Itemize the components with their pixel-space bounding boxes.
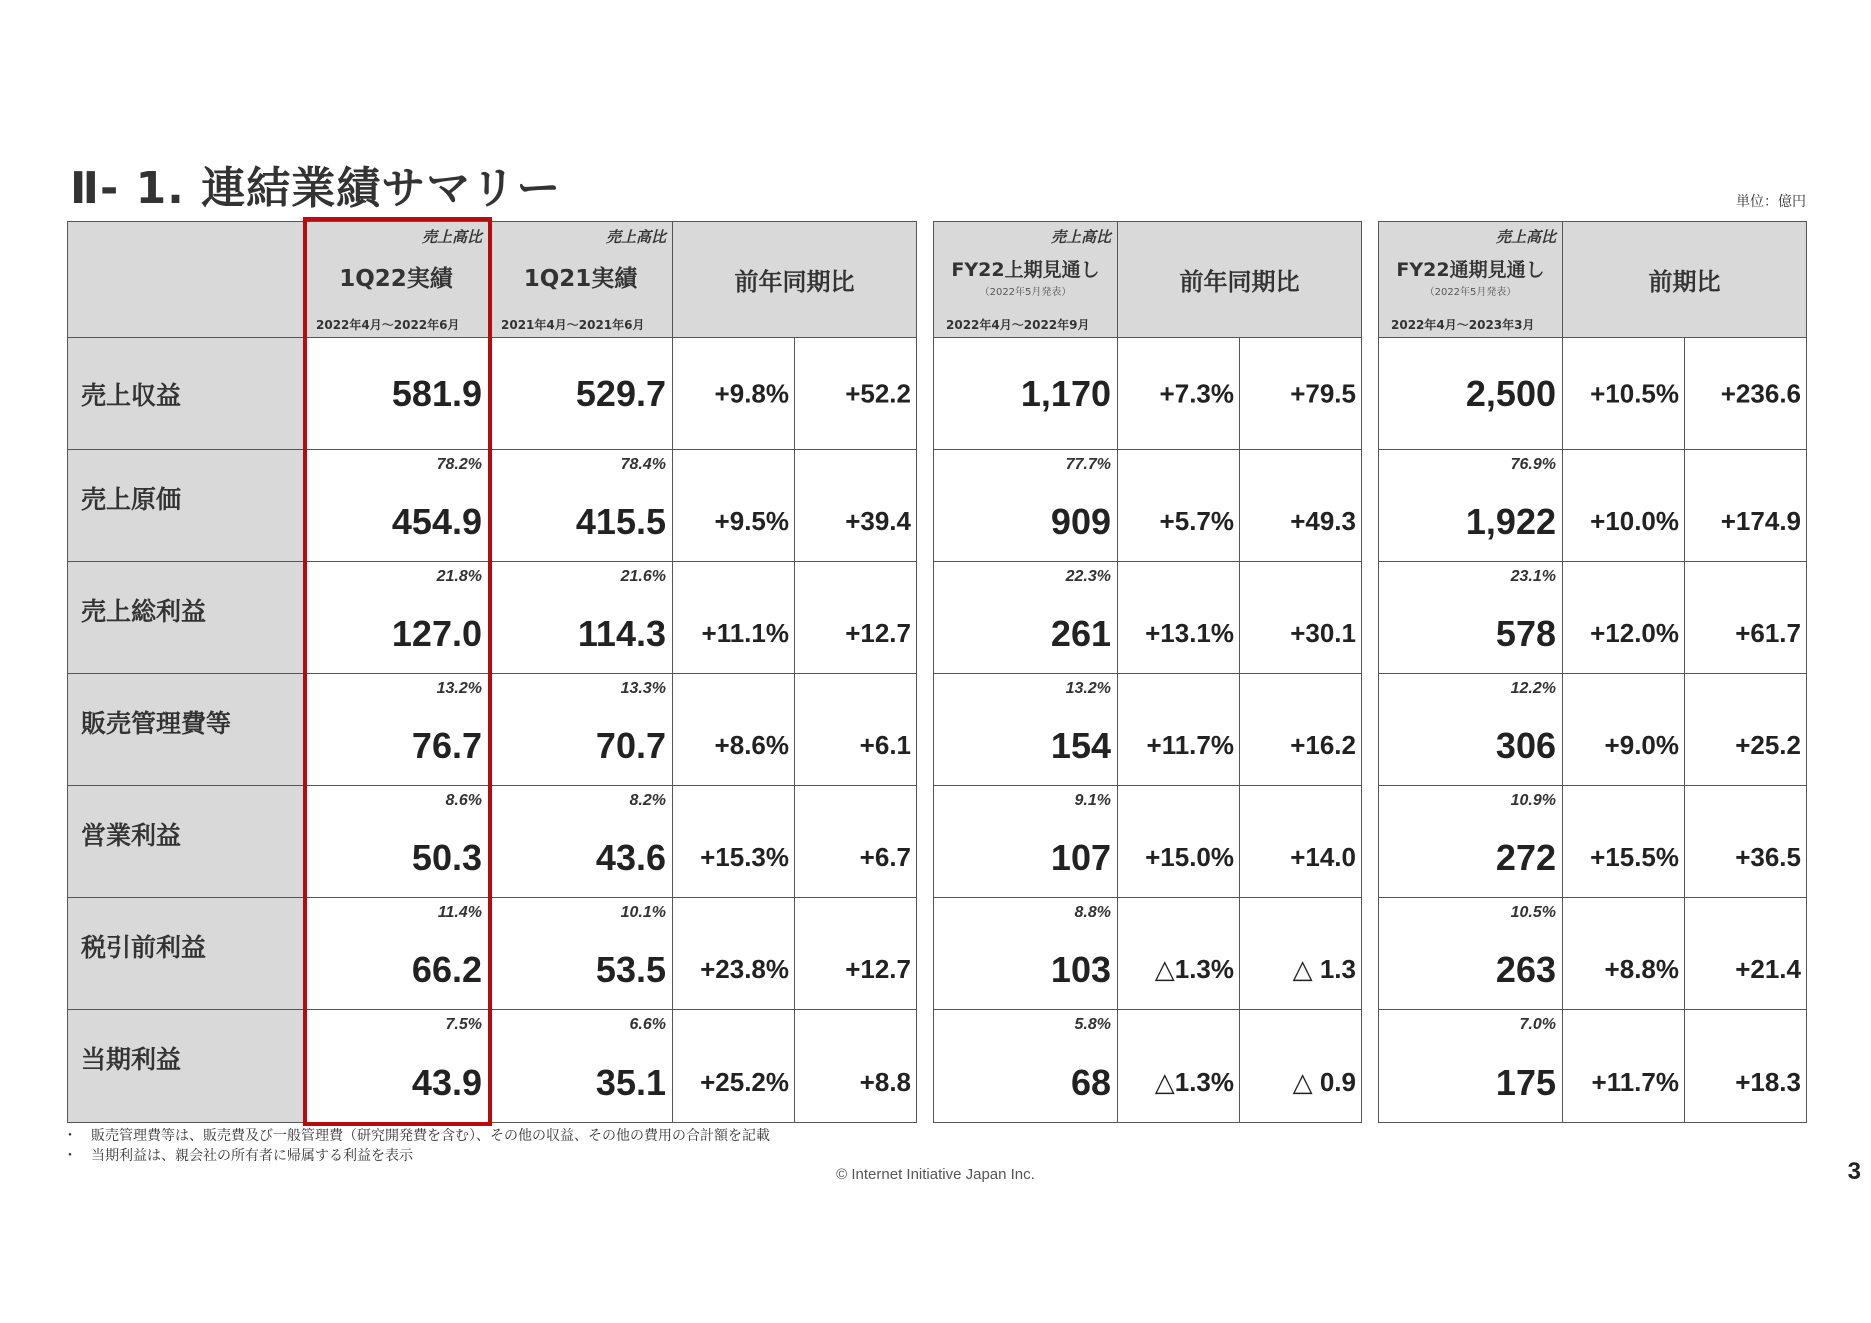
column-gap <box>1362 1010 1378 1123</box>
change-value: +61.7 <box>1735 618 1801 648</box>
change-value: +7.3% <box>1159 378 1234 408</box>
cell-fy22-full <box>1378 562 1563 674</box>
cell-1q21 <box>489 562 673 674</box>
cell-1q22 <box>304 1010 489 1123</box>
amount-value: 43.9 <box>411 1062 482 1103</box>
change-value: +39.4 <box>845 506 911 536</box>
footnote-text: 当期利益は、親会社の所有者に帰属する利益を表示 <box>91 1148 413 1164</box>
ratio-value: 6.6% <box>629 1016 666 1033</box>
header-title: 1Q22実績 <box>339 266 453 292</box>
footnote-bullet: ・ <box>63 1148 77 1164</box>
amount-value: 35.1 <box>595 1062 666 1103</box>
cell-1q21 <box>489 786 673 898</box>
header-note: （2022年5月発表） <box>1424 287 1517 298</box>
cell-fy22-h1 <box>933 450 1118 562</box>
ratio-value: 8.6% <box>445 792 482 809</box>
header-period: 2022年4月～2022年9月 <box>946 318 1090 332</box>
header-1q21 <box>489 221 673 338</box>
amount-value: 261 <box>1050 613 1111 654</box>
change-value: +14.0 <box>1290 842 1356 872</box>
amount-value: 50.3 <box>411 837 482 878</box>
amount-value: 127.0 <box>391 613 482 654</box>
amount-value: 1,170 <box>1020 372 1111 414</box>
amount-value: 306 <box>1495 725 1556 766</box>
ratio-value: 5.8% <box>1074 1016 1111 1033</box>
change-value: +30.1 <box>1290 618 1356 648</box>
change-value: +11.7% <box>1146 730 1234 760</box>
cell-h1-yoy-pct <box>1118 786 1240 898</box>
cell-1q22 <box>304 562 489 674</box>
ratio-value: 11.4% <box>437 904 482 921</box>
column-gap <box>1362 450 1378 562</box>
column-gap <box>917 450 933 562</box>
change-value: +11.1% <box>701 618 789 648</box>
cell-q1-yoy-pct <box>673 450 795 562</box>
cell-h1-yoy-pct <box>1118 1010 1240 1123</box>
amount-value: 66.2 <box>411 949 482 990</box>
header-q1-yoy: 前年同期比 <box>673 221 917 338</box>
cell-fy-yoy-pct <box>1563 1010 1685 1123</box>
cell-fy22-full <box>1378 786 1563 898</box>
cell-fy-yoy-diff <box>1685 1010 1807 1123</box>
header-fy-yoy: 前期比 <box>1563 221 1807 338</box>
row-label <box>67 674 304 786</box>
row-label-text: 売上総利益 <box>81 596 207 626</box>
cell-h1-yoy-pct <box>1118 674 1240 786</box>
cell-fy-yoy-diff <box>1685 450 1807 562</box>
cell-q1-yoy-diff <box>795 338 917 450</box>
cell-q1-yoy-diff <box>795 562 917 674</box>
row-label-text: 売上収益 <box>81 380 182 410</box>
cell-q1-yoy-diff <box>795 674 917 786</box>
amount-value: 272 <box>1495 837 1556 878</box>
cell-fy-yoy-diff <box>1685 562 1807 674</box>
row-label-text: 営業利益 <box>81 820 182 850</box>
cell-h1-yoy-pct <box>1118 450 1240 562</box>
amount-value: 53.5 <box>595 949 666 990</box>
change-value: +9.8% <box>714 378 789 408</box>
cell-q1-yoy-diff <box>795 1010 917 1123</box>
change-value: +15.0% <box>1145 842 1234 872</box>
change-value: +10.5% <box>1590 378 1679 408</box>
column-gap <box>917 221 933 338</box>
amount-value: 415.5 <box>575 501 666 542</box>
row-label-text: 当期利益 <box>81 1045 182 1074</box>
ratio-value: 7.0% <box>1519 1016 1556 1033</box>
cell-fy-yoy-diff <box>1685 674 1807 786</box>
change-value: +25.2% <box>700 1067 789 1097</box>
cell-h1-yoy-diff <box>1240 338 1362 450</box>
change-value: △ 0.9 <box>1292 1067 1356 1097</box>
cell-fy-yoy-pct <box>1563 338 1685 450</box>
cell-1q21 <box>489 1010 673 1123</box>
header-ratio-label: 売上高比 <box>421 228 482 246</box>
footnote <box>63 1146 770 1166</box>
column-gap <box>1362 786 1378 898</box>
change-value: +23.8% <box>700 954 789 984</box>
cell-fy-yoy-diff <box>1685 338 1807 450</box>
cell-q1-yoy-pct <box>673 898 795 1010</box>
header-title: 1Q21実績 <box>523 266 638 292</box>
cell-fy22-h1 <box>933 898 1118 1010</box>
header-title: FY22通期見通し <box>1396 259 1545 281</box>
change-value: +6.1 <box>859 730 911 760</box>
header-period: 2021年4月～2021年6月 <box>501 318 645 332</box>
ratio-value: 21.6% <box>620 568 666 585</box>
amount-value: 909 <box>1050 501 1111 542</box>
header-ratio-label: 売上高比 <box>1495 228 1556 246</box>
cell-fy-yoy-diff <box>1685 786 1807 898</box>
cell-h1-yoy-diff <box>1240 898 1362 1010</box>
cell-fy22-h1 <box>933 786 1118 898</box>
change-value: +12.0% <box>1590 618 1679 648</box>
column-gap <box>1362 898 1378 1010</box>
amount-value: 103 <box>1050 949 1111 990</box>
cell-1q21 <box>489 674 673 786</box>
cell-1q22 <box>304 786 489 898</box>
cell-fy22-full <box>1378 450 1563 562</box>
amount-value: 529.7 <box>575 372 666 414</box>
change-value: +9.0% <box>1604 730 1679 760</box>
column-gap <box>917 1010 933 1123</box>
change-value: +8.6% <box>714 730 789 760</box>
row-label-text: 販売管理費等 <box>81 708 232 738</box>
cell-fy22-full <box>1378 338 1563 450</box>
cell-1q21 <box>489 338 673 450</box>
header-period: 2022年4月～2022年6月 <box>316 318 460 332</box>
change-value: +13.1% <box>1145 618 1234 648</box>
amount-value: 578 <box>1495 613 1556 654</box>
ratio-value: 77.7% <box>1065 456 1111 473</box>
change-value: +18.3 <box>1735 1067 1801 1097</box>
change-value: +36.5 <box>1735 842 1801 872</box>
page-number: 3 <box>1847 1158 1861 1185</box>
amount-value: 43.6 <box>595 837 666 878</box>
row-label <box>67 898 304 1010</box>
column-gap <box>1362 562 1378 674</box>
column-gap <box>1362 338 1378 450</box>
cell-h1-yoy-diff <box>1240 562 1362 674</box>
cell-h1-yoy-diff <box>1240 786 1362 898</box>
ratio-value: 9.1% <box>1074 792 1111 809</box>
change-value: +8.8% <box>1604 954 1679 984</box>
change-value: △1.3% <box>1154 954 1234 984</box>
header-fy22-h1 <box>933 221 1118 338</box>
cell-fy-yoy-pct <box>1563 562 1685 674</box>
column-gap <box>1362 674 1378 786</box>
amount-value: 70.7 <box>595 725 666 766</box>
ratio-value: 12.2% <box>1510 680 1556 697</box>
amount-value: 76.7 <box>411 725 482 766</box>
amount-value: 2,500 <box>1465 372 1556 414</box>
ratio-value: 7.5% <box>445 1016 482 1033</box>
cell-h1-yoy-pct <box>1118 562 1240 674</box>
ratio-value: 22.3% <box>1065 568 1111 585</box>
change-value: △ 1.3 <box>1292 954 1356 984</box>
cell-q1-yoy-diff <box>795 450 917 562</box>
header-period: 2022年4月～2023年3月 <box>1391 318 1535 332</box>
change-value: +12.7 <box>845 618 911 648</box>
row-label <box>67 786 304 898</box>
unit-label: 単位：億円 <box>1736 194 1806 210</box>
footnote-bullet: ・ <box>63 1128 77 1144</box>
change-value: +11.7% <box>1591 1067 1679 1097</box>
column-gap <box>917 338 933 450</box>
header-ratio-label: 売上高比 <box>605 228 666 246</box>
cell-q1-yoy-pct <box>673 562 795 674</box>
ratio-value: 8.2% <box>629 792 666 809</box>
amount-value: 175 <box>1495 1062 1556 1103</box>
cell-1q22 <box>304 338 489 450</box>
footnotes <box>63 1126 770 1166</box>
ratio-value: 76.9% <box>1510 456 1556 473</box>
ratio-value: 13.2% <box>1065 680 1111 697</box>
header-title: FY22上期見通し <box>951 259 1100 281</box>
column-gap <box>917 786 933 898</box>
ratio-value: 78.2% <box>436 456 482 473</box>
row-label-text: 税引前利益 <box>81 932 207 962</box>
change-value: +52.2 <box>845 378 911 408</box>
cell-q1-yoy-pct <box>673 786 795 898</box>
column-gap <box>917 674 933 786</box>
amount-value: 68 <box>1070 1062 1111 1103</box>
ratio-value: 13.3% <box>620 680 666 697</box>
ratio-value: 8.8% <box>1074 904 1111 921</box>
column-gap <box>1362 221 1378 338</box>
page-title: Ⅱ- 1. 連結業績サマリー <box>70 163 562 214</box>
change-value: +5.7% <box>1159 506 1234 536</box>
amount-value: 454.9 <box>391 501 482 542</box>
amount-value: 263 <box>1495 949 1556 990</box>
change-value: +15.5% <box>1590 842 1679 872</box>
change-value: +236.6 <box>1720 378 1801 408</box>
cell-h1-yoy-pct <box>1118 898 1240 1010</box>
cell-fy-yoy-pct <box>1563 898 1685 1010</box>
cell-fy-yoy-pct <box>1563 450 1685 562</box>
cell-fy22-full <box>1378 898 1563 1010</box>
row-label <box>67 562 304 674</box>
amount-value: 581.9 <box>391 372 482 414</box>
amount-value: 154 <box>1050 725 1111 766</box>
cell-fy-yoy-diff <box>1685 898 1807 1010</box>
amount-value: 1,922 <box>1465 501 1556 542</box>
cell-fy-yoy-pct <box>1563 674 1685 786</box>
cell-1q22 <box>304 450 489 562</box>
change-value: +10.0% <box>1590 506 1679 536</box>
change-value: +9.5% <box>714 506 789 536</box>
cell-fy22-h1 <box>933 674 1118 786</box>
cell-h1-yoy-diff <box>1240 450 1362 562</box>
cell-q1-yoy-diff <box>795 898 917 1010</box>
column-gap <box>917 898 933 1010</box>
ratio-value: 10.9% <box>1510 792 1556 809</box>
cell-q1-yoy-pct <box>673 674 795 786</box>
cell-q1-yoy-diff <box>795 786 917 898</box>
change-value: +6.7 <box>859 842 911 872</box>
cell-fy-yoy-pct <box>1563 786 1685 898</box>
row-label-text: 売上原価 <box>81 484 182 514</box>
change-value: +174.9 <box>1720 506 1801 536</box>
change-value: +12.7 <box>845 954 911 984</box>
cell-1q21 <box>489 898 673 1010</box>
cell-1q21 <box>489 450 673 562</box>
cell-1q22 <box>304 898 489 1010</box>
row-label <box>67 338 304 450</box>
header-note: （2022年5月発表） <box>979 287 1072 298</box>
ratio-value: 21.8% <box>436 568 482 585</box>
cell-fy22-full <box>1378 1010 1563 1123</box>
amount-value: 107 <box>1050 837 1111 878</box>
copyright: © Internet Initiative Japan Inc. <box>836 1166 1035 1183</box>
ratio-value: 10.1% <box>620 904 666 921</box>
cell-fy22-full <box>1378 674 1563 786</box>
row-label <box>67 1010 304 1123</box>
cell-fy22-h1 <box>933 562 1118 674</box>
footnote-text: 販売管理費等は、販売費及び一般管理費（研究開発費を含む）、その他の収益、その他の費用の合計額を記載 <box>91 1128 770 1144</box>
header-1q22 <box>304 221 489 338</box>
change-value: △1.3% <box>1154 1067 1234 1097</box>
change-value: +15.3% <box>700 842 789 872</box>
ratio-value: 78.4% <box>620 456 666 473</box>
cell-fy22-h1 <box>933 338 1118 450</box>
header-ratio-label: 売上高比 <box>1050 228 1111 246</box>
cell-h1-yoy-pct <box>1118 338 1240 450</box>
change-value: +16.2 <box>1290 730 1356 760</box>
change-value: +8.8 <box>859 1067 911 1097</box>
ratio-value: 10.5% <box>1510 904 1556 921</box>
header-corner <box>67 221 304 338</box>
cell-h1-yoy-diff <box>1240 1010 1362 1123</box>
change-value: +21.4 <box>1735 954 1801 984</box>
header-h1-yoy: 前年同期比 <box>1118 221 1362 338</box>
cell-q1-yoy-pct <box>673 1010 795 1123</box>
amount-value: 114.3 <box>577 613 666 654</box>
cell-q1-yoy-pct <box>673 338 795 450</box>
cell-fy22-h1 <box>933 1010 1118 1123</box>
ratio-value: 23.1% <box>1510 568 1556 585</box>
change-value: +25.2 <box>1735 730 1801 760</box>
column-gap <box>917 562 933 674</box>
footnote <box>63 1126 770 1146</box>
row-label <box>67 450 304 562</box>
summary-table <box>67 221 1805 1123</box>
change-value: +49.3 <box>1290 506 1356 536</box>
cell-1q22 <box>304 674 489 786</box>
change-value: +79.5 <box>1290 378 1356 408</box>
ratio-value: 13.2% <box>436 680 482 697</box>
header-fy22-full <box>1378 221 1563 338</box>
cell-h1-yoy-diff <box>1240 674 1362 786</box>
